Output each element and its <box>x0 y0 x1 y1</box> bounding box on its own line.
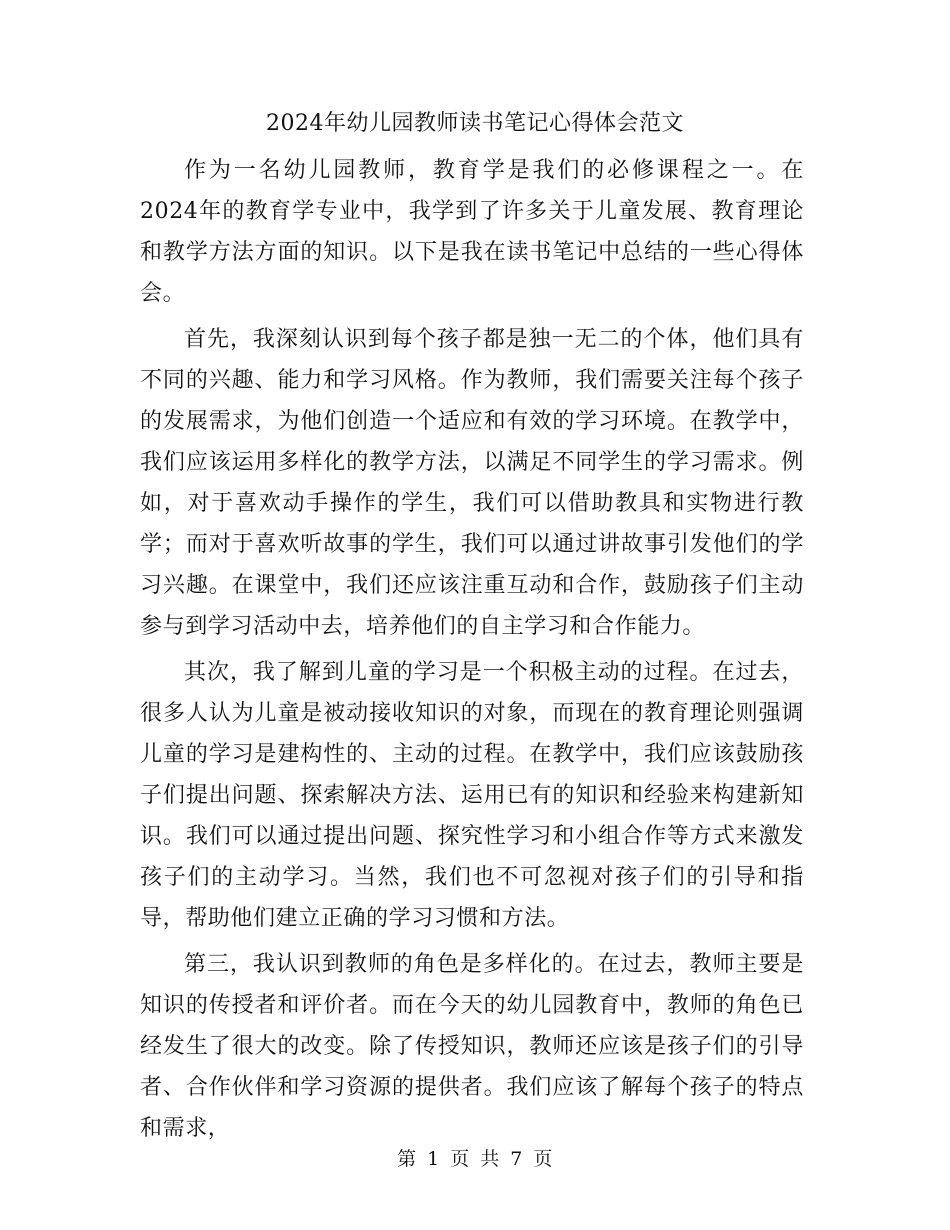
paragraph-4: 第三，我认识到教师的角色是多样化的。在过去，教师主要是知识的传授者和评价者。而在今天的幼儿园教育中，教师的角色已经发生了很大的改变。除了传授知识，教师还应该是孩子们的引导者、合作伙伴和学习资源的提供者。我们应该了解每个孩子的特点和需求， <box>140 952 804 1141</box>
paragraph-2: 首先，我深刻认识到每个孩子都是独一无二的个体，他们具有不同的兴趣、能力和学习风格。作为教师，我们需要关注每个孩子的发展需求，为他们创造一个适应和有效的学习环境。在教学中，我们应该运用多样化的教学方法，以满足不同学生的学习需求。例如，对于喜欢动手操作的学生，我们可以借助教具和实物进行教学；而对于喜欢听故事的学生，我们可以通过讲故事引发他们的学习兴趣。在课堂中，我们还应该注重互动和合作，鼓励孩子们主动参与到学习活动中去，培养他们的自主学习和合作能力。 <box>140 327 804 639</box>
document-title: 2024年幼儿园教师读书笔记心得体会范文 <box>266 111 684 136</box>
paragraph-3: 其次，我了解到儿童的学习是一个积极主动的过程。在过去，很多人认为儿童是被动接收知识的对象，而现在的教育理论则强调儿童的学习是建构性的、主动的过程。在教学中，我们应该鼓励孩子们提出问题、探索解决方法、运用已有的知识和经验来构建新知识。我们可以通过提出问题、探究性学习和小组合作等方式来激发孩子们的主动学习。当然，我们也不可忽视对孩子们的引导和指导，帮助他们建立正确的学习习惯和方法。 <box>140 660 804 931</box>
document-body <box>140 150 804 1154</box>
paragraph-1: 作为一名幼儿园教师，教育学是我们的必修课程之一。在2024年的教育学专业中，我学到了许多关于儿童发展、教育理论和教学方法方面的知识。以下是我在读书笔记中总结的一些心得体会。 <box>140 158 804 306</box>
page-footer: 第 1 页 共 7 页 <box>397 1148 553 1170</box>
